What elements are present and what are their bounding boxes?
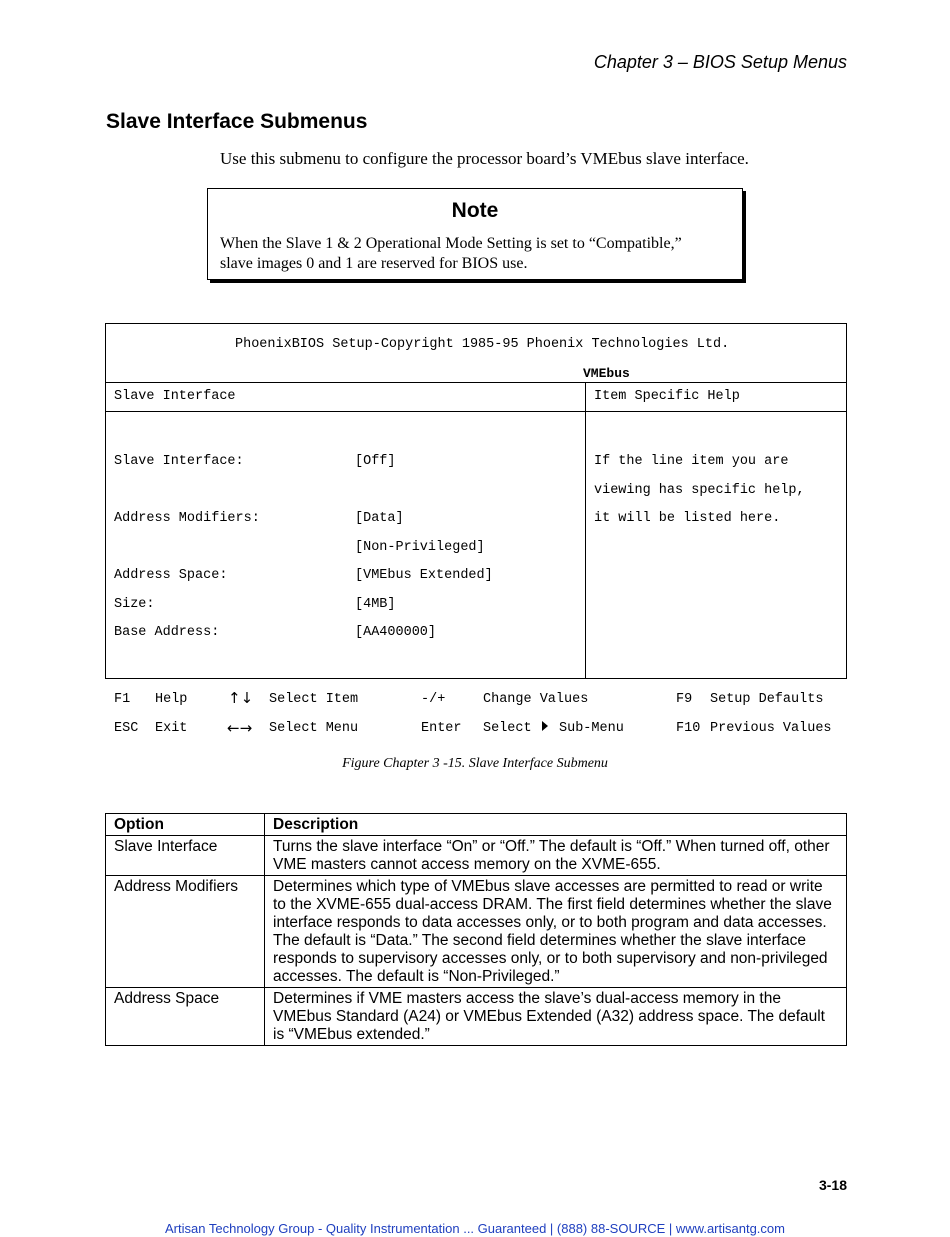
table-header-description: Description: [265, 814, 847, 836]
bios-copyright: PhoenixBIOS Setup-Copyright 1985-95 Phoenix Technologies Ltd.: [235, 337, 730, 352]
figure-caption: Figure Chapter 3 -15. Slave Interface Submenu: [342, 756, 608, 771]
bios-menu-vmebus[interactable]: VMEbus: [583, 366, 630, 381]
key-select-item-label: Select Item: [269, 692, 359, 707]
options-table: [105, 813, 847, 1046]
footer-link[interactable]: Artisan Technology Group - Quality Instrumentation ... Guaranteed | (888) 88-SOURCE | www.artisantg.com: [165, 1221, 785, 1236]
key-setup-defaults-label: Setup Defaults: [710, 692, 824, 707]
bios-right-header: Item Specific Help: [594, 389, 740, 404]
item-label-slave-interface: Slave Interface:: [114, 454, 244, 469]
bios-left-header: Slave Interface: [114, 389, 236, 404]
key-f1: F1: [114, 692, 131, 707]
key-help-label: Help: [155, 692, 188, 707]
section-title: Slave Interface Submenus: [106, 110, 368, 133]
key-previous-values-label: Previous Values: [710, 721, 832, 736]
bios-divider-top: [106, 382, 846, 383]
key-f9: F9: [676, 692, 693, 707]
table-row: [106, 876, 847, 988]
key-esc: ESC: [114, 721, 139, 736]
table-cell-option: Address Space: [106, 988, 265, 1046]
bios-divider-header: [106, 411, 846, 412]
key-minus-plus: -/+: [421, 692, 446, 707]
table-header-row: [106, 814, 847, 836]
page-number: 3-18: [818, 1177, 847, 1193]
key-enter: Enter: [421, 721, 462, 736]
table-cell-description: Determines if VME masters access the slave’s dual-access memory in the VMEbus Standard (A24) or VMEbus Extended (A32) address space. The default is “VMEbus extended.”: [265, 988, 847, 1046]
table-row: [106, 836, 847, 876]
item-label-size: Size:: [114, 597, 155, 612]
table-cell-description: Determines which type of VMEbus slave accesses are permitted to read or write to the XVME-655 dual-access DRAM. The first field determines whether the slave interface responds to data accesses only, or to both program and data accesses. The default is “Data.” The second field determines whether the slave interface responds to supervisory accesses only, or to both supervisory and non-privileged accesses. The default is “Non-Privileged.”: [265, 876, 847, 988]
key-exit-label: Exit: [155, 721, 188, 736]
key-change-values-label: Change Values: [483, 692, 589, 707]
note-line-2: slave images 0 and 1 are reserved for BIOS use.: [220, 255, 528, 272]
note-box: [207, 188, 743, 280]
note-title: Note: [451, 199, 499, 222]
chapter-header: Chapter 3 – BIOS Setup Menus: [593, 52, 847, 72]
table-header-option: Option: [106, 814, 265, 836]
item-value-address-modifiers-1[interactable]: [Data]: [355, 511, 404, 526]
table-row: [106, 988, 847, 1046]
table-cell-option: Slave Interface: [106, 836, 265, 876]
key-select-label: Select: [483, 721, 532, 736]
item-value-base-address[interactable]: [AA400000]: [355, 625, 437, 640]
triangle-right-icon: [540, 721, 550, 736]
item-label-address-modifiers: Address Modifiers:: [114, 511, 260, 526]
item-value-address-space[interactable]: [VMEbus Extended]: [355, 568, 493, 583]
key-select-menu-label: Select Menu: [269, 721, 359, 736]
note-body: [220, 234, 732, 274]
item-label-base-address: Base Address:: [114, 625, 220, 640]
item-value-size[interactable]: [4MB]: [355, 597, 396, 612]
table-cell-description: Turns the slave interface “On” or “Off.” The default is “Off.” When turned off, other VME masters cannot access memory on the XVME-655.: [265, 836, 847, 876]
key-sub-menu-label: Sub-Menu: [559, 721, 624, 736]
help-line-3: it will be listed here.: [594, 511, 781, 526]
item-value-slave-interface[interactable]: [Off]: [355, 454, 396, 469]
item-value-address-modifiers-2[interactable]: [Non-Privileged]: [355, 540, 485, 555]
key-f10: F10: [676, 721, 701, 736]
leftright-arrows-icon: ←→: [227, 719, 253, 737]
bios-screen: [105, 323, 847, 679]
intro-text: Use this submenu to configure the processor board’s VMEbus slave interface.: [220, 149, 749, 168]
bios-divider-vertical: [585, 382, 586, 678]
help-line-1: If the line item you are: [594, 454, 789, 469]
updown-arrows-icon: ↑↓: [228, 689, 254, 707]
help-line-2: viewing has specific help,: [594, 483, 805, 498]
note-line-1: When the Slave 1 & 2 Operational Mode Setting is set to “Compatible,”: [220, 235, 682, 252]
item-label-address-space: Address Space:: [114, 568, 228, 583]
table-cell-option: Address Modifiers: [106, 876, 265, 988]
